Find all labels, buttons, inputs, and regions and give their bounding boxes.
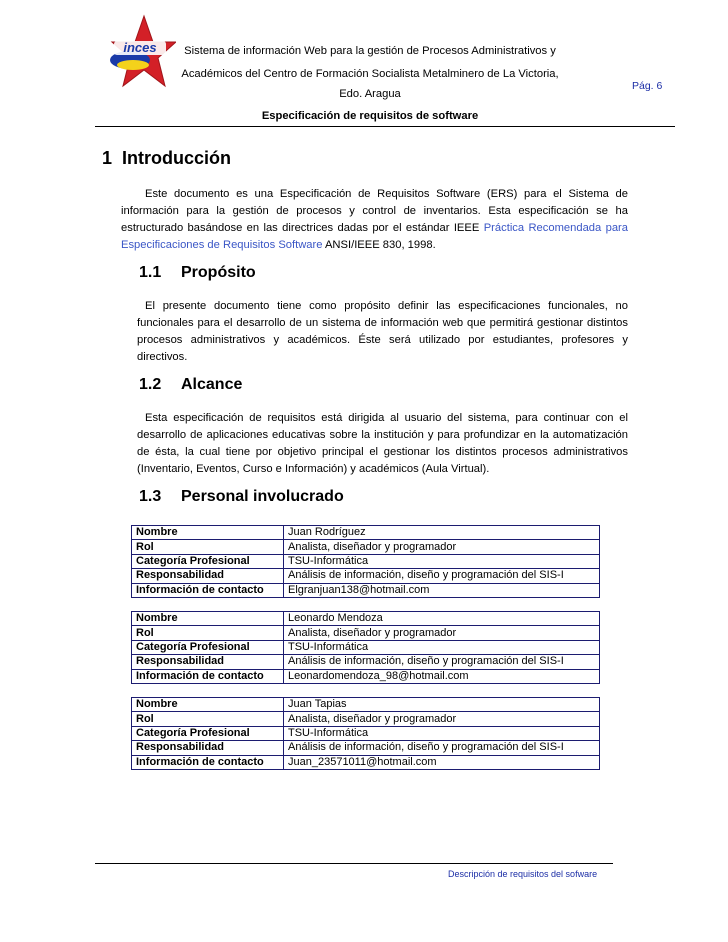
field-label: Nombre [132, 612, 284, 626]
header-line-1: Sistema de información Web para la gestión de Procesos Administrativos y [184, 45, 556, 57]
field-label: Categoría Profesional [132, 726, 284, 740]
field-value: Juan Tapias [284, 698, 600, 712]
contact-email: Leonardomendoza_98@hotmail.com [284, 669, 600, 683]
field-value: Análisis de información, diseño y programación del SIS-I [284, 569, 600, 583]
subsection-number: 1.2 [139, 376, 162, 393]
footer-divider [95, 863, 613, 864]
subsection-title: Personal involucrado [181, 488, 344, 505]
field-label: Nombre [132, 698, 284, 712]
field-label: Responsabilidad [132, 741, 284, 755]
header-line-2: Académicos del Centro de Formación Socialista Metalminero de La Victoria, [181, 68, 559, 80]
proposito-text: El presente documento tiene como propósito definir las especificaciones funcionales, no funcionales para el desarrollo de un sistema de información web que permitirá gestionar distintos procesos administrativos y académicos. Éste será utilizado por estudiantes, profesores y directivos. [137, 300, 628, 363]
table-row [132, 569, 600, 583]
subsection-title: Propósito [181, 264, 256, 281]
table-row [132, 640, 600, 654]
personnel-table [131, 525, 600, 598]
table-row [132, 741, 600, 755]
svg-text:inces: inces [123, 40, 157, 55]
table-row [132, 626, 600, 640]
field-label: Responsabilidad [132, 569, 284, 583]
field-label: Información de contacto [132, 669, 284, 683]
field-value: Leonardo Mendoza [284, 612, 600, 626]
field-label: Nombre [132, 526, 284, 540]
field-label: Responsabilidad [132, 655, 284, 669]
table-row [132, 698, 600, 712]
table-row [132, 712, 600, 726]
table-row [132, 669, 600, 683]
table-row [132, 726, 600, 740]
intro-paragraph [121, 186, 628, 254]
contact-email: Juan_23571011@hotmail.com [284, 755, 600, 769]
header-subtitle: Especificación de requisitos de software [261, 110, 479, 122]
subsection-heading-alcance [139, 376, 242, 394]
intro-text-end: ANSI/IEEE 830, 1998. [322, 239, 436, 251]
subsection-title: Alcance [181, 376, 243, 393]
field-value: Analista, diseñador y programador [284, 712, 600, 726]
table-row [132, 612, 600, 626]
header-line-3: Edo. Aragua [339, 88, 401, 100]
field-label: Rol [132, 540, 284, 554]
section-title: Introducción [122, 148, 232, 168]
field-label: Categoría Profesional [132, 554, 284, 568]
field-value: TSU-Informática [284, 640, 600, 654]
table-row [132, 540, 600, 554]
personnel-table [131, 611, 600, 684]
field-label: Rol [132, 712, 284, 726]
field-value: Analista, diseñador y programador [284, 540, 600, 554]
alcance-paragraph [137, 410, 628, 478]
field-value: Análisis de información, diseño y programación del SIS-I [284, 741, 600, 755]
alcance-text: Esta especificación de requisitos está dirigida al usuario del sistema, para continuar con el desarrollo de aplicaciones educativas sobre la institución y para profundizar en la automatización de ésta, la cual tiene por objetivo principal el gestionar los distintos procesos administrativos (Inventario, Eventos, Curso e Información) y académicos (Aula Virtual). [137, 412, 628, 475]
table-row [132, 554, 600, 568]
proposito-paragraph [137, 298, 628, 366]
footer-text: Descripción de requisitos del sofware [448, 869, 598, 879]
field-label: Información de contacto [132, 755, 284, 769]
field-label: Información de contacto [132, 583, 284, 597]
field-value: Análisis de información, diseño y programación del SIS-I [284, 655, 600, 669]
table-row [132, 655, 600, 669]
subsection-number: 1.3 [139, 488, 162, 505]
field-value: Analista, diseñador y programador [284, 626, 600, 640]
subsection-heading-personal [139, 488, 344, 506]
table-row [132, 583, 600, 597]
subsection-number: 1.1 [139, 264, 162, 281]
field-value: TSU-Informática [284, 726, 600, 740]
field-label: Rol [132, 626, 284, 640]
table-row [132, 526, 600, 540]
field-value: Juan Rodríguez [284, 526, 600, 540]
header-divider [95, 126, 675, 127]
contact-email: Elgranjuan138@hotmail.com [284, 583, 600, 597]
intro-text: Este documento es una Especificación de Requisitos Software (ERS) para el Sistema de información para la gestión de procesos y control de inventarios. Esta especificación se ha estructurado basándose en las directrices dadas por el estándar IEEE [121, 188, 628, 234]
field-label: Categoría Profesional [132, 640, 284, 654]
field-value: TSU-Informática [284, 554, 600, 568]
personnel-table [131, 697, 600, 770]
subsection-heading-proposito [139, 264, 256, 282]
table-row [132, 755, 600, 769]
ieee-practice-link[interactable]: Práctica Recomendada para Especificaciones de Requisitos Software [121, 222, 629, 251]
section-heading-introduccion [102, 148, 231, 169]
section-number: 1 [102, 148, 113, 168]
page-number: Pág. 6 [632, 80, 663, 92]
